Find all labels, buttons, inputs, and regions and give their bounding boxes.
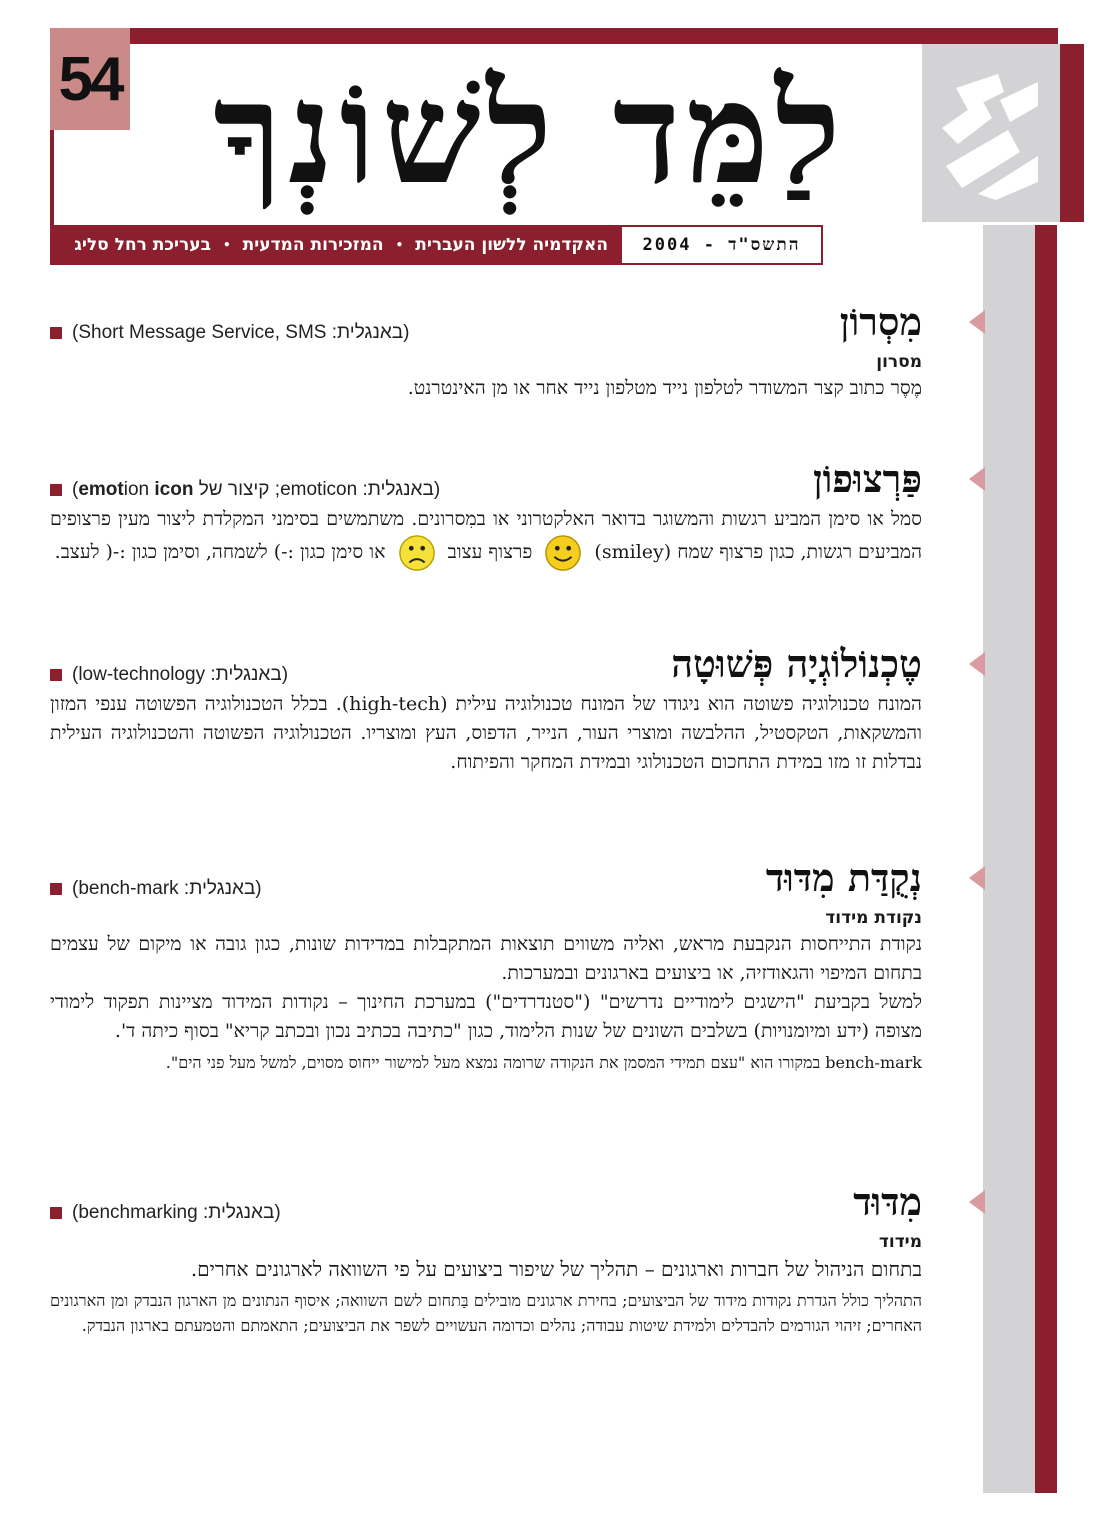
masthead-credits <box>50 225 620 265</box>
academy-logo-icon <box>938 70 1042 200</box>
square-bullet-icon <box>50 883 62 895</box>
entry-definition: בתחום הניהול של חברות וארגונים – תהליך של שיפור ביצועים על פי השוואה לארגונים אחרים. <box>190 1257 922 1281</box>
entry-marker <box>969 652 985 676</box>
entry-definition: המונח טכנולוגיה פשוטה הוא ניגודו של המונח טכנולוגיה עילית (high-tech). בכלל הטכנולוגיה הפשוטה ענפי המזון והמשקאות, הטקסטיל, ההלבשה ומוצרי העור, הנייר, הדפוס, העץ ומוצריו. הטכנולוגיה הפשוטה והטכנולוגיה העילית נבדלות זו מזו במידת התחכום הטכנולוגי ובמידת המחקר והפיתוח. <box>50 693 922 773</box>
entry-spelling: מסרון <box>876 352 922 372</box>
entry-benchmarking <box>50 1176 922 1338</box>
smiley-sad-icon <box>398 534 436 572</box>
editor: בעריכת רחל סליג <box>74 235 211 255</box>
entry-term: פַּרְצוּפוֹן <box>812 456 922 501</box>
masthead-title: לַמֵּד לְשׁוֹנְךָ <box>213 52 847 216</box>
entry-spelling: מידוד <box>878 1232 922 1252</box>
entry-definition: מֶסֶר כתוב קצר המשודר לטלפון נייד מטלפון נייד אחר או מן האינטרנט. <box>407 377 922 399</box>
entry-term: טֶכְנוֹלוֹגְיָה פְּשׁוּטָה <box>671 641 922 686</box>
square-bullet-icon <box>50 669 62 681</box>
publisher: האקדמיה ללשון העברית <box>415 235 608 255</box>
right-frame-cap <box>1060 44 1084 222</box>
entry-definition-example: למשל בקביעת "הישגים לימודיים נדרשים" ("סטנדרדים") במערכת החינוך – נקודות המידוד מציינות תפקוד לימודי מצופה (ידע ומיומנויות) בשלבים השונים של שנות הלימוד, כגון "כתיבה בכתיב נכון ובכתב קריא" בסוף כיתה ד'. <box>50 991 922 1042</box>
square-bullet-icon <box>50 327 62 339</box>
entry-term: מִסְרוֹן <box>839 299 922 344</box>
english-term: (באנגלית: emoticon; קיצור של emotion icon) <box>50 479 440 501</box>
entry-marker <box>969 310 985 334</box>
entry-partsufon <box>50 453 922 572</box>
square-bullet-icon <box>50 484 62 496</box>
smiley-happy-icon <box>544 534 582 572</box>
square-bullet-icon <box>50 1207 62 1219</box>
issue-number: 54 <box>50 28 130 130</box>
english-term: (באנגלית: Short Message Service, SMS) <box>50 322 409 344</box>
right-grey-rail <box>983 225 1035 1493</box>
entry-term: נְקֻדַּת מִדּוּד <box>765 855 922 900</box>
entry-bench-mark <box>50 852 922 1075</box>
separator: • <box>222 238 231 252</box>
entry-note: bench-mark במקורו הוא "עצם תמידי המסמן את הנקודה שרומה נמצא מעל למישור ייחוס מסוים, למשל מעל פני הים". <box>165 1053 922 1072</box>
english-term: (באנגלית: benchmarking) <box>50 1202 281 1224</box>
separator: • <box>395 238 404 252</box>
entry-low-technology <box>50 638 922 777</box>
secretariat: המזכירות המדעית <box>242 235 384 255</box>
right-maroon-rail <box>1035 225 1057 1493</box>
entry-marker <box>969 467 985 491</box>
entry-marker <box>969 1190 985 1214</box>
english-term: (באנגלית: low-technology) <box>50 664 288 686</box>
entry-term: מִדּוּד <box>853 1179 922 1224</box>
academy-logo <box>922 44 1060 222</box>
entry-process-description: התהליך כולל הגדרת נקודות מידוד של הביצועים; בחירת ארגונים מובילים בַּתחום לשם השוואה; איסוף הנתונים מן הארגון הנבדק ומן הארגונים האחרים; זיהוי הגורמים להבדלים ולמידת שיטות עבודה; נהלים וכדומה העשויים לשפר את הביצועים; התאמתם והטמעתם בארגון הנבדק. <box>50 1291 923 1335</box>
entry-definition: נקודת התייחסות הנקבעת מראש, ואליה משווים תוצאות המתקבלות במדידות שונות, כגון גובה או מיקום של עצמים בתחום המיפוי והגאודזיה, או ביצועים בארגונים ובמערכות. <box>50 933 922 984</box>
entry-misron <box>50 296 922 403</box>
entry-definition: סמל או סימן המביע רגשות והמשוגר בדואר האלקטרוני או במִסרונים. משתמשים בסימני המקלדת ליצור מעין פרצופים המביעים רגשות, כגון פרצוף שמח (smiley) פרצוף עצוב או סימן כגון :-) לשמחה, וסימן כגון :-( לעצב. <box>50 505 922 572</box>
entry-marker <box>969 866 985 890</box>
entry-spelling: נקודת מידוד <box>825 908 922 928</box>
english-term: (באנגלית: bench-mark) <box>50 878 262 900</box>
masthead-date: התשס"ד - 2004 <box>620 225 823 265</box>
